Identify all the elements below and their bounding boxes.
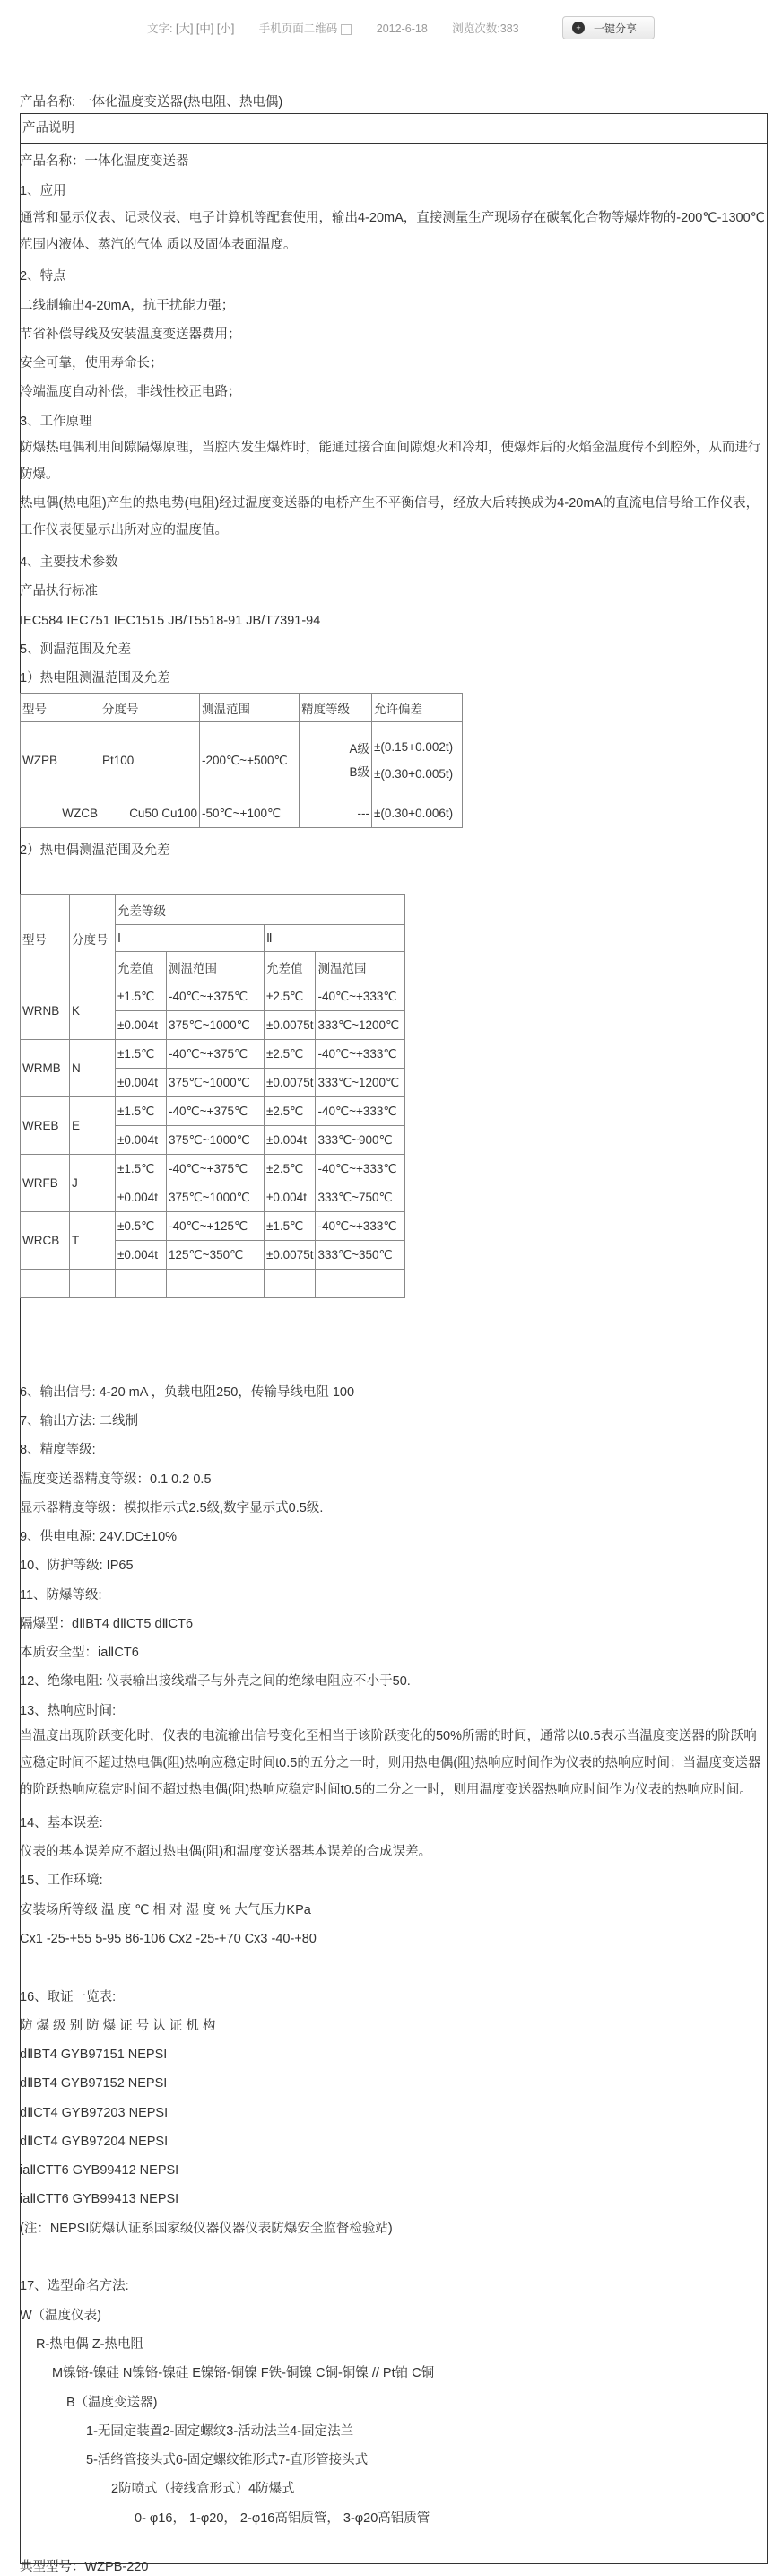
table-cell: ±2.5℃ (265, 1155, 316, 1183)
table-cell: J (70, 1155, 116, 1212)
table-row (21, 1040, 405, 1069)
table-header: 允差等级 (116, 895, 405, 925)
spec-line: 15、工作环境: (20, 1873, 103, 1888)
table-header: 允许偏差 (372, 694, 463, 722)
application-text: 通常和显示仪表、记录仪表、电子计算机等配套使用，输出4-20mA，直接测量生产现场存在碳氧化合物等爆炸物的-200℃-1300℃范围内液体、蒸汽的气体 质以及固体表面温度。 (20, 211, 765, 252)
qr-code-icon (341, 24, 352, 35)
spec-line: 0- φ16， 1-φ20， 2-φ16高铝质管， 3-φ20高铝质管 (135, 2511, 430, 2526)
table-cell: 375℃~1000℃ (167, 1011, 265, 1040)
table-cell: ±0.004t (265, 1183, 316, 1212)
spec-line: dⅡBT4 GYB97151 NEPSI (20, 2048, 168, 2062)
spec-line: 7、输出方法: 二线制 (20, 1414, 139, 1428)
spec-line: 14、基本误差: (20, 1816, 103, 1830)
table-header: 型号 (21, 694, 100, 722)
font-size-label: 文字: [大] [中] [小] (147, 22, 235, 35)
spec-line: 本质安全型：iaⅡCT6 (20, 1646, 139, 1660)
spec-line: 仪表的基本误差应不超过热电偶(阻)和温度变送器基本误差的合成误差。 (20, 1845, 432, 1859)
heading-application: 1、应用 (20, 184, 66, 198)
table-cell: ±(0.15+0.002t) ±(0.30+0.005t) (372, 722, 463, 799)
table-header: Ⅱ (265, 925, 405, 952)
standards-list: IEC584 IEC751 IEC1515 JB/T5518-91 JB/T7391-94 (20, 614, 321, 628)
spec-line: 8、精度等级: (20, 1443, 96, 1457)
table-cell: 333℃~900℃ (316, 1126, 405, 1155)
table-cell: ±0.004t (116, 1069, 167, 1097)
spec-line: B（温度变送器) (66, 2396, 158, 2410)
table-cell: -40℃~+375℃ (167, 1040, 265, 1069)
table-cell: ±1.5℃ (265, 1212, 316, 1241)
thermocouple-table (20, 894, 405, 1298)
table-cell: WRCB (21, 1212, 70, 1270)
table-row (21, 722, 463, 799)
publish-date: 2012-6-18 (376, 22, 428, 35)
table-cell: -40℃~+333℃ (316, 1097, 405, 1126)
article-meta-bar (0, 0, 773, 56)
spec-line: 10、防护等级: IP65 (20, 1559, 134, 1573)
spec-line: W（温度仪表) (20, 2309, 102, 2323)
table-cell: WRMB (21, 1040, 70, 1097)
table-header: Ⅰ (116, 925, 265, 952)
font-small-link[interactable]: [小] (216, 22, 235, 35)
spec-line: (注：NEPSI防爆认证系国家级仪器仪器仪表防爆安全监督检验站) (20, 2222, 393, 2236)
heading-features: 2、特点 (20, 269, 66, 284)
table-cell: ±1.5℃ (116, 1040, 167, 1069)
table-cell: 333℃~1200℃ (316, 1069, 405, 1097)
table-cell: E (70, 1097, 116, 1155)
spec-line: 16、取证一览表: (20, 1990, 117, 2004)
table-cell: ±0.0075t (265, 1011, 316, 1040)
spec-line: Cx1 -25-+55 5-95 86-106 Cx2 -25-+70 Cx3 -40-+80 (20, 1932, 317, 1946)
table-cell: ±0.004t (116, 1126, 167, 1155)
table-cell: -40℃~+333℃ (316, 1040, 405, 1069)
table-row (21, 982, 405, 1011)
response-time-text: 当温度出现阶跃变化时，仪表的电流输出信号变化至相当于该阶跃变化的50%所需的时间，通常以t0.5表示当温度变送器的阶跃响应稳定时间不超过热电偶(阻)热响应稳定时间t0.5的五分之一时，则用热电偶(阻)热响应时间作为仪表的热响应时间；当温度变送器的阶跃热响应稳定时间不超过热电偶(阻)热响应稳定时间t0.5的二分之一时，则用温度变送器热响应时间作为仪表的热响应时间。 (20, 1729, 761, 1797)
table-header: 允差值 (116, 952, 167, 982)
table-cell: ±1.5℃ (116, 1155, 167, 1183)
table-cell: -40℃~+375℃ (167, 1155, 265, 1183)
section-header: 产品说明 (21, 114, 767, 144)
spec-line: 9、供电电源: 24V.DC±10% (20, 1530, 178, 1544)
spec-line: dⅡBT4 GYB97152 NEPSI (20, 2076, 168, 2091)
spec-line: 17、选型命名方法: (20, 2279, 129, 2293)
table-cell: -40℃~+333℃ (316, 1212, 405, 1241)
table-header: 精度等级 (300, 694, 372, 722)
table-cell: 375℃~1000℃ (167, 1183, 265, 1212)
feature-line: 冷端温度自动补偿，非线性校正电路； (20, 385, 241, 399)
qr-code-link[interactable]: 手机页面二维码 (259, 22, 352, 35)
spec-line: 防 爆 级 别 防 爆 证 号 认 证 机 构 (20, 2019, 216, 2033)
spec-line: 5-活络管接头式6-固定螺纹锥形式7-直形管接头式 (86, 2453, 369, 2467)
product-name-header: 产品名称: 一体化温度变送器(热电阻、热电偶) (20, 95, 283, 109)
table-cell: N (70, 1040, 116, 1097)
spec-line: dⅡCT4 GYB97203 NEPSI (20, 2106, 169, 2120)
table-cell: ±0.0075t (265, 1241, 316, 1270)
spec-line: iaⅡCTT6 GYB99413 NEPSI (20, 2192, 179, 2206)
table-header: 型号 (21, 895, 70, 982)
table-cell: ±2.5℃ (265, 982, 316, 1011)
product-name-line: 产品名称：一体化温度变送器 (20, 154, 189, 169)
table-cell: -50℃~+100℃ (200, 799, 300, 828)
table-cell: ±2.5℃ (265, 1040, 316, 1069)
view-count: 浏览次数:383 (452, 22, 519, 35)
table-row (21, 1212, 405, 1241)
spec-line: 温度变送器精度等级：0.1 0.2 0.5 (20, 1472, 212, 1487)
table-cell: ±0.004t (116, 1183, 167, 1212)
table-cell: ±1.5℃ (116, 1097, 167, 1126)
table-cell: ±(0.30+0.006t) (372, 799, 463, 828)
table-cell: ±0.5℃ (116, 1212, 167, 1241)
spec-line: 2防喷式（接线盒形式）4防爆式 (111, 2482, 295, 2496)
spec-line: 12、绝缘电阻: 仪表输出接线端子与外壳之间的绝缘电阻应不小于50. (20, 1674, 411, 1689)
heading-specs: 4、主要技术参数 (20, 555, 118, 570)
table-header: 测温范围 (167, 952, 265, 982)
spec-line: iaⅡCTT6 GYB99412 NEPSI (20, 2163, 179, 2178)
table-cell: --- (300, 799, 372, 828)
table-row (21, 1097, 405, 1126)
table-cell: WZCB (21, 799, 100, 828)
table-cell: ±2.5℃ (265, 1097, 316, 1126)
principle-text-1: 防爆热电偶利用间隙隔爆原理，当腔内发生爆炸时，能通过接合面间隙熄火和冷却，使爆炸后的火焰金温度传不到腔外，从而进行防爆。 (20, 441, 761, 482)
feature-line: 节省补偿导线及安装温度变送器费用； (20, 327, 241, 342)
heading-range: 5、测温范围及允差 (20, 642, 132, 657)
spec-line: 显示器精度等级：模拟指示式2.5级,数字显示式0.5级. (20, 1501, 324, 1515)
table-cell: A级 B级 (300, 722, 372, 799)
table-cell: WRFB (21, 1155, 70, 1212)
table-cell: Cu50 Cu100 (100, 799, 200, 828)
table-cell: T (70, 1212, 116, 1270)
rtd-heading: 1）热电阻测温范围及允差 (20, 671, 170, 685)
table-cell: K (70, 982, 116, 1040)
principle-text-2: 热电偶(热电阻)产生的热电势(电阻)经过温度变送器的电桥产生不平衡信号，经放大后转换成为4-20mA的直流电信号给工作仪表，工作仪表便显示出所对应的温度值。 (20, 496, 760, 537)
spec-line: R-热电偶 Z-热电阻 (36, 2337, 144, 2352)
spec-line: 安装场所等级 温 度 ℃ 相 对 湿 度 % 大气压力KPa (20, 1903, 311, 1917)
standards-label: 产品执行标准 (20, 584, 98, 598)
table-header: 测温范围 (200, 694, 300, 722)
table-cell: ±0.004t (116, 1241, 167, 1270)
table-row (21, 1155, 405, 1183)
table-cell: -40℃~+125℃ (167, 1212, 265, 1241)
table-cell: -200℃~+500℃ (200, 722, 300, 799)
table-cell: Pt100 (100, 722, 200, 799)
table-cell: ±1.5℃ (116, 982, 167, 1011)
table-cell: -40℃~+375℃ (167, 982, 265, 1011)
table-cell: -40℃~+375℃ (167, 1097, 265, 1126)
spec-line: 11、防爆等级: (20, 1588, 102, 1602)
table-cell: 375℃~1000℃ (167, 1126, 265, 1155)
table-header: 分度号 (100, 694, 200, 722)
table-cell: ±0.0075t (265, 1069, 316, 1097)
table-cell: -40℃~+333℃ (316, 982, 405, 1011)
table-header: 测温范围 (316, 952, 405, 982)
heading-principle: 3、工作原理 (20, 415, 92, 429)
table-cell: WZPB (21, 722, 100, 799)
table-cell: 333℃~350℃ (316, 1241, 405, 1270)
feature-line: 二线制输出4-20mA，抗干扰能力强； (20, 299, 235, 313)
rtd-table (20, 693, 463, 828)
spec-line: 典型型号：WZPB-220 (20, 2560, 149, 2574)
table-row (21, 799, 463, 828)
share-button[interactable]: + 一键分享 (562, 16, 655, 39)
spec-line: 13、热响应时间: (20, 1704, 117, 1718)
table-header: 分度号 (70, 895, 116, 982)
table-cell: ±0.004t (265, 1126, 316, 1155)
feature-line: 安全可靠，使用寿命长； (20, 356, 163, 371)
spec-line: 1-无固定装置2-固定螺纹3-活动法兰4-固定法兰 (86, 2424, 354, 2439)
spec-line: 隔爆型：dⅡBT4 dⅡCT5 dⅡCT6 (20, 1617, 194, 1631)
spec-line: dⅡCT4 GYB97204 NEPSI (20, 2135, 169, 2149)
table-cell: WREB (21, 1097, 70, 1155)
table-cell: WRNB (21, 982, 70, 1040)
table-header: 允差值 (265, 952, 316, 982)
share-icon: + (572, 22, 585, 34)
font-medium-link[interactable]: [中] (195, 22, 214, 35)
spec-line: M镍铬-镍硅 N镍铬-镍硅 E镍铬-铜镍 F铁-铜镍 C铜-铜镍 // Pt铂 C铜 (52, 2366, 435, 2380)
table-cell: 375℃~1000℃ (167, 1069, 265, 1097)
table-cell: ±0.004t (116, 1011, 167, 1040)
tc-heading: 2）热电偶测温范围及允差 (20, 843, 170, 858)
table-cell: 125℃~350℃ (167, 1241, 265, 1270)
table-cell: -40℃~+333℃ (316, 1155, 405, 1183)
font-large-link[interactable]: [大] (175, 22, 194, 35)
spec-line: 6、输出信号: 4-20 mA ，负载电阻250，传输导线电阻 100 (20, 1385, 355, 1400)
table-cell: 333℃~750℃ (316, 1183, 405, 1212)
table-cell: 333℃~1200℃ (316, 1011, 405, 1040)
